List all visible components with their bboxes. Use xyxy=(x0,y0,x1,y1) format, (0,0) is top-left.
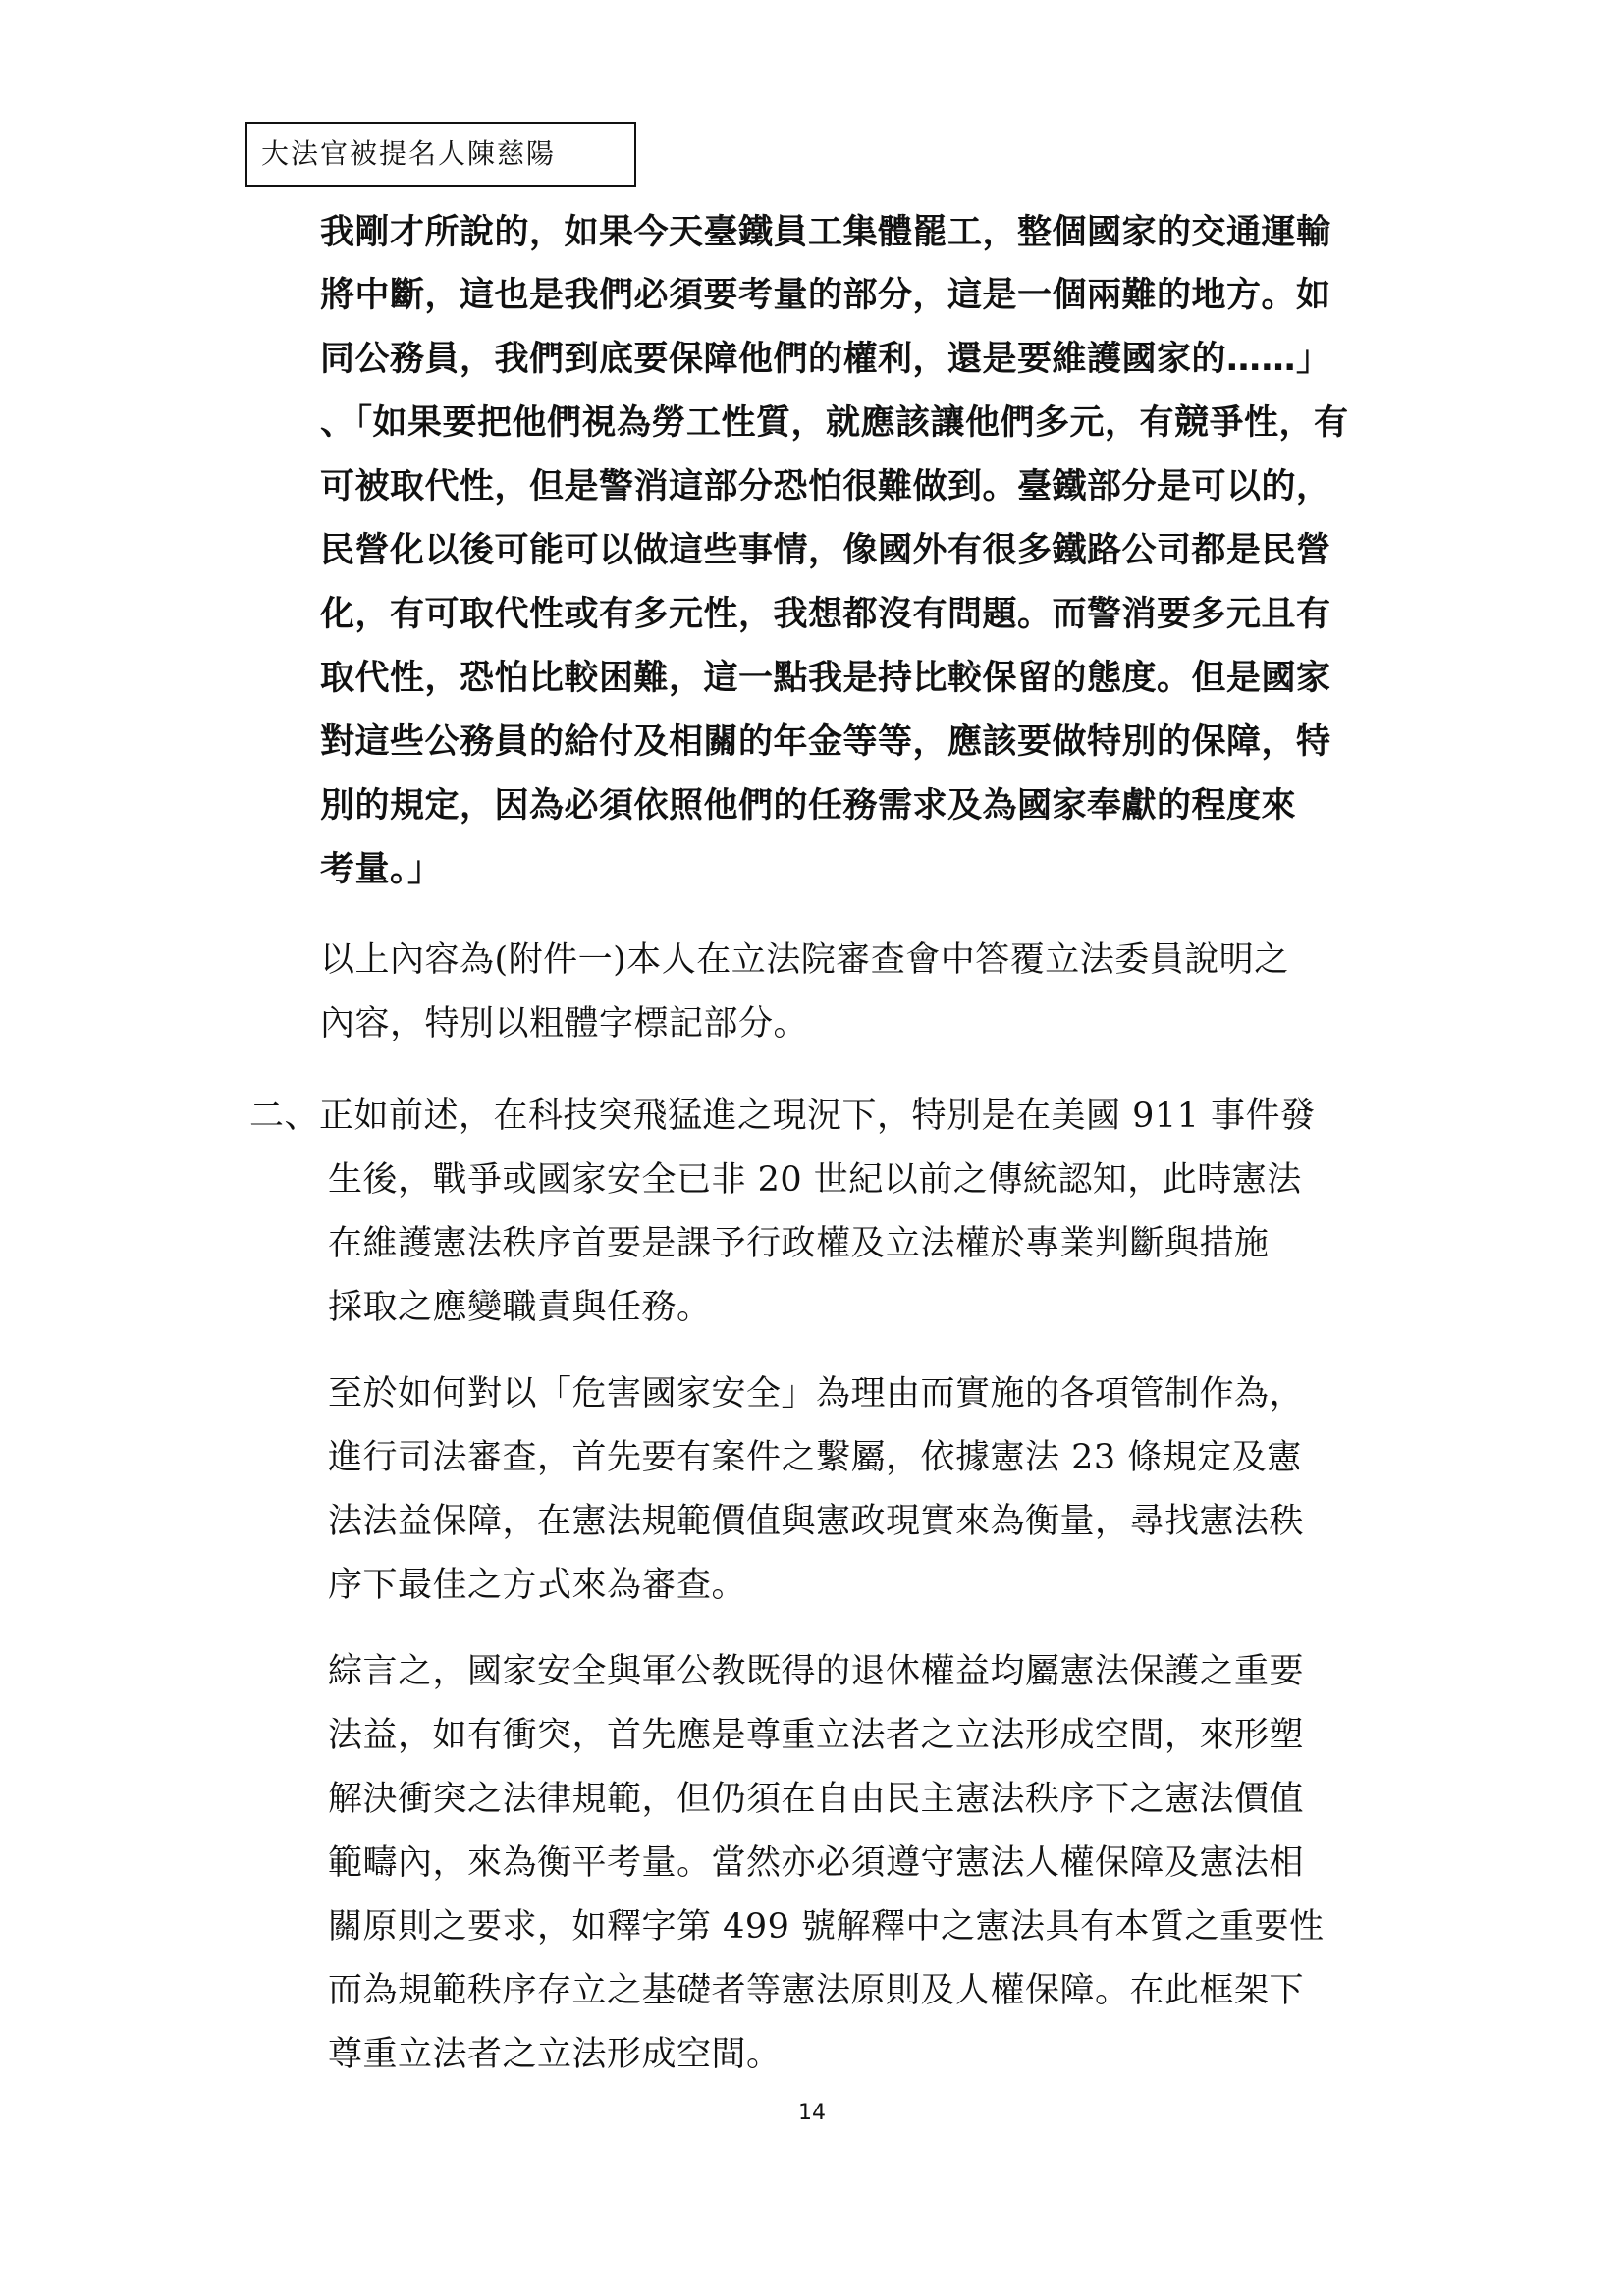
quote-line: 我剛才所說的，如果今天臺鐵員工集體罷工，整個國家的交通運輸 xyxy=(320,213,1331,252)
page-number: 14 xyxy=(798,2101,826,2125)
quote-line: 取代性，恐怕比較困難，這一點我是持比較保留的態度。但是國家 xyxy=(320,659,1331,698)
paragraph-line: 法法益保障，在憲法規範價值與憲政現實來為衡量，尋找憲法秩 xyxy=(328,1502,1305,1541)
paragraph-line: 至於如何對以「危害國家安全」為理由而實施的各項管制作為， xyxy=(328,1374,1305,1414)
paragraph-line: 綜言之，國家安全與軍公教既得的退休權益均屬憲法保護之重要 xyxy=(328,1652,1305,1691)
section-two-line: 生後，戰爭或國家安全已非 20 世紀以前之傳統認知，此時憲法 xyxy=(328,1160,1302,1200)
quote-line: 對這些公務員的給付及相關的年金等等，應該要做特別的保障，特 xyxy=(320,722,1331,762)
section-two-line: 二、正如前述，在科技突飛猛進之現況下，特別是在美國 911 事件發 xyxy=(249,1096,1316,1136)
nominee-header-label: 大法官被提名人陳慈陽 xyxy=(245,122,636,187)
quote-line: 將中斷，這也是我們必須要考量的部分，這是一個兩難的地方。如 xyxy=(320,276,1331,315)
quote-line: 可被取代性，但是警消這部分恐怕很難做到。臺鐵部分是可以的， xyxy=(320,467,1331,507)
paragraph-line: 關原則之要求，如釋字第 499 號解釋中之憲法具有本質之重要性 xyxy=(328,1907,1325,1947)
section-two-line: 採取之應變職責與任務。 xyxy=(328,1288,712,1327)
quote-line: 考量。」 xyxy=(320,850,443,889)
paragraph-line: 進行司法審查，首先要有案件之繫屬，依據憲法 23 條規定及憲 xyxy=(328,1438,1302,1477)
quote-line: 同公務員，我們到底要保障他們的權利，還是要維護國家的……」 xyxy=(320,340,1331,379)
note-line: 內容，特別以粗體字標記部分。 xyxy=(320,1004,809,1043)
paragraph-line: 解決衝突之法律規範，但仍須在自由民主憲法秩序下之憲法價值 xyxy=(328,1780,1305,1819)
note-line: 以上內容為(附件一)本人在立法院審查會中答覆立法委員說明之 xyxy=(320,940,1289,980)
paragraph-line: 而為規範秩序存立之基礎者等憲法原則及人權保障。在此框架下 xyxy=(328,1971,1305,2010)
paragraph-line: 法益，如有衝突，首先應是尊重立法者之立法形成空間，來形塑 xyxy=(328,1716,1305,1755)
paragraph-line: 範疇內，來為衡平考量。當然亦必須遵守憲法人權保障及憲法相 xyxy=(328,1843,1305,1883)
quote-line: 別的規定，因為必須依照他們的任務需求及為國家奉獻的程度來 xyxy=(320,786,1297,826)
section-two-line: 在維護憲法秩序首要是課予行政權及立法權於專業判斷與措施 xyxy=(328,1224,1270,1263)
quote-line: 、「如果要把他們視為勞工性質，就應該讓他們多元，有競爭性，有 xyxy=(320,403,1349,443)
paragraph-line: 序下最佳之方式來為審查。 xyxy=(328,1566,747,1605)
quote-line: 民營化以後可能可以做這些事情，像國外有很多鐵路公司都是民營 xyxy=(320,531,1331,570)
quote-line: 化，有可取代性或有多元性，我想都沒有問題。而警消要多元且有 xyxy=(320,595,1331,634)
paragraph-line: 尊重立法者之立法形成空間。 xyxy=(328,2035,782,2074)
